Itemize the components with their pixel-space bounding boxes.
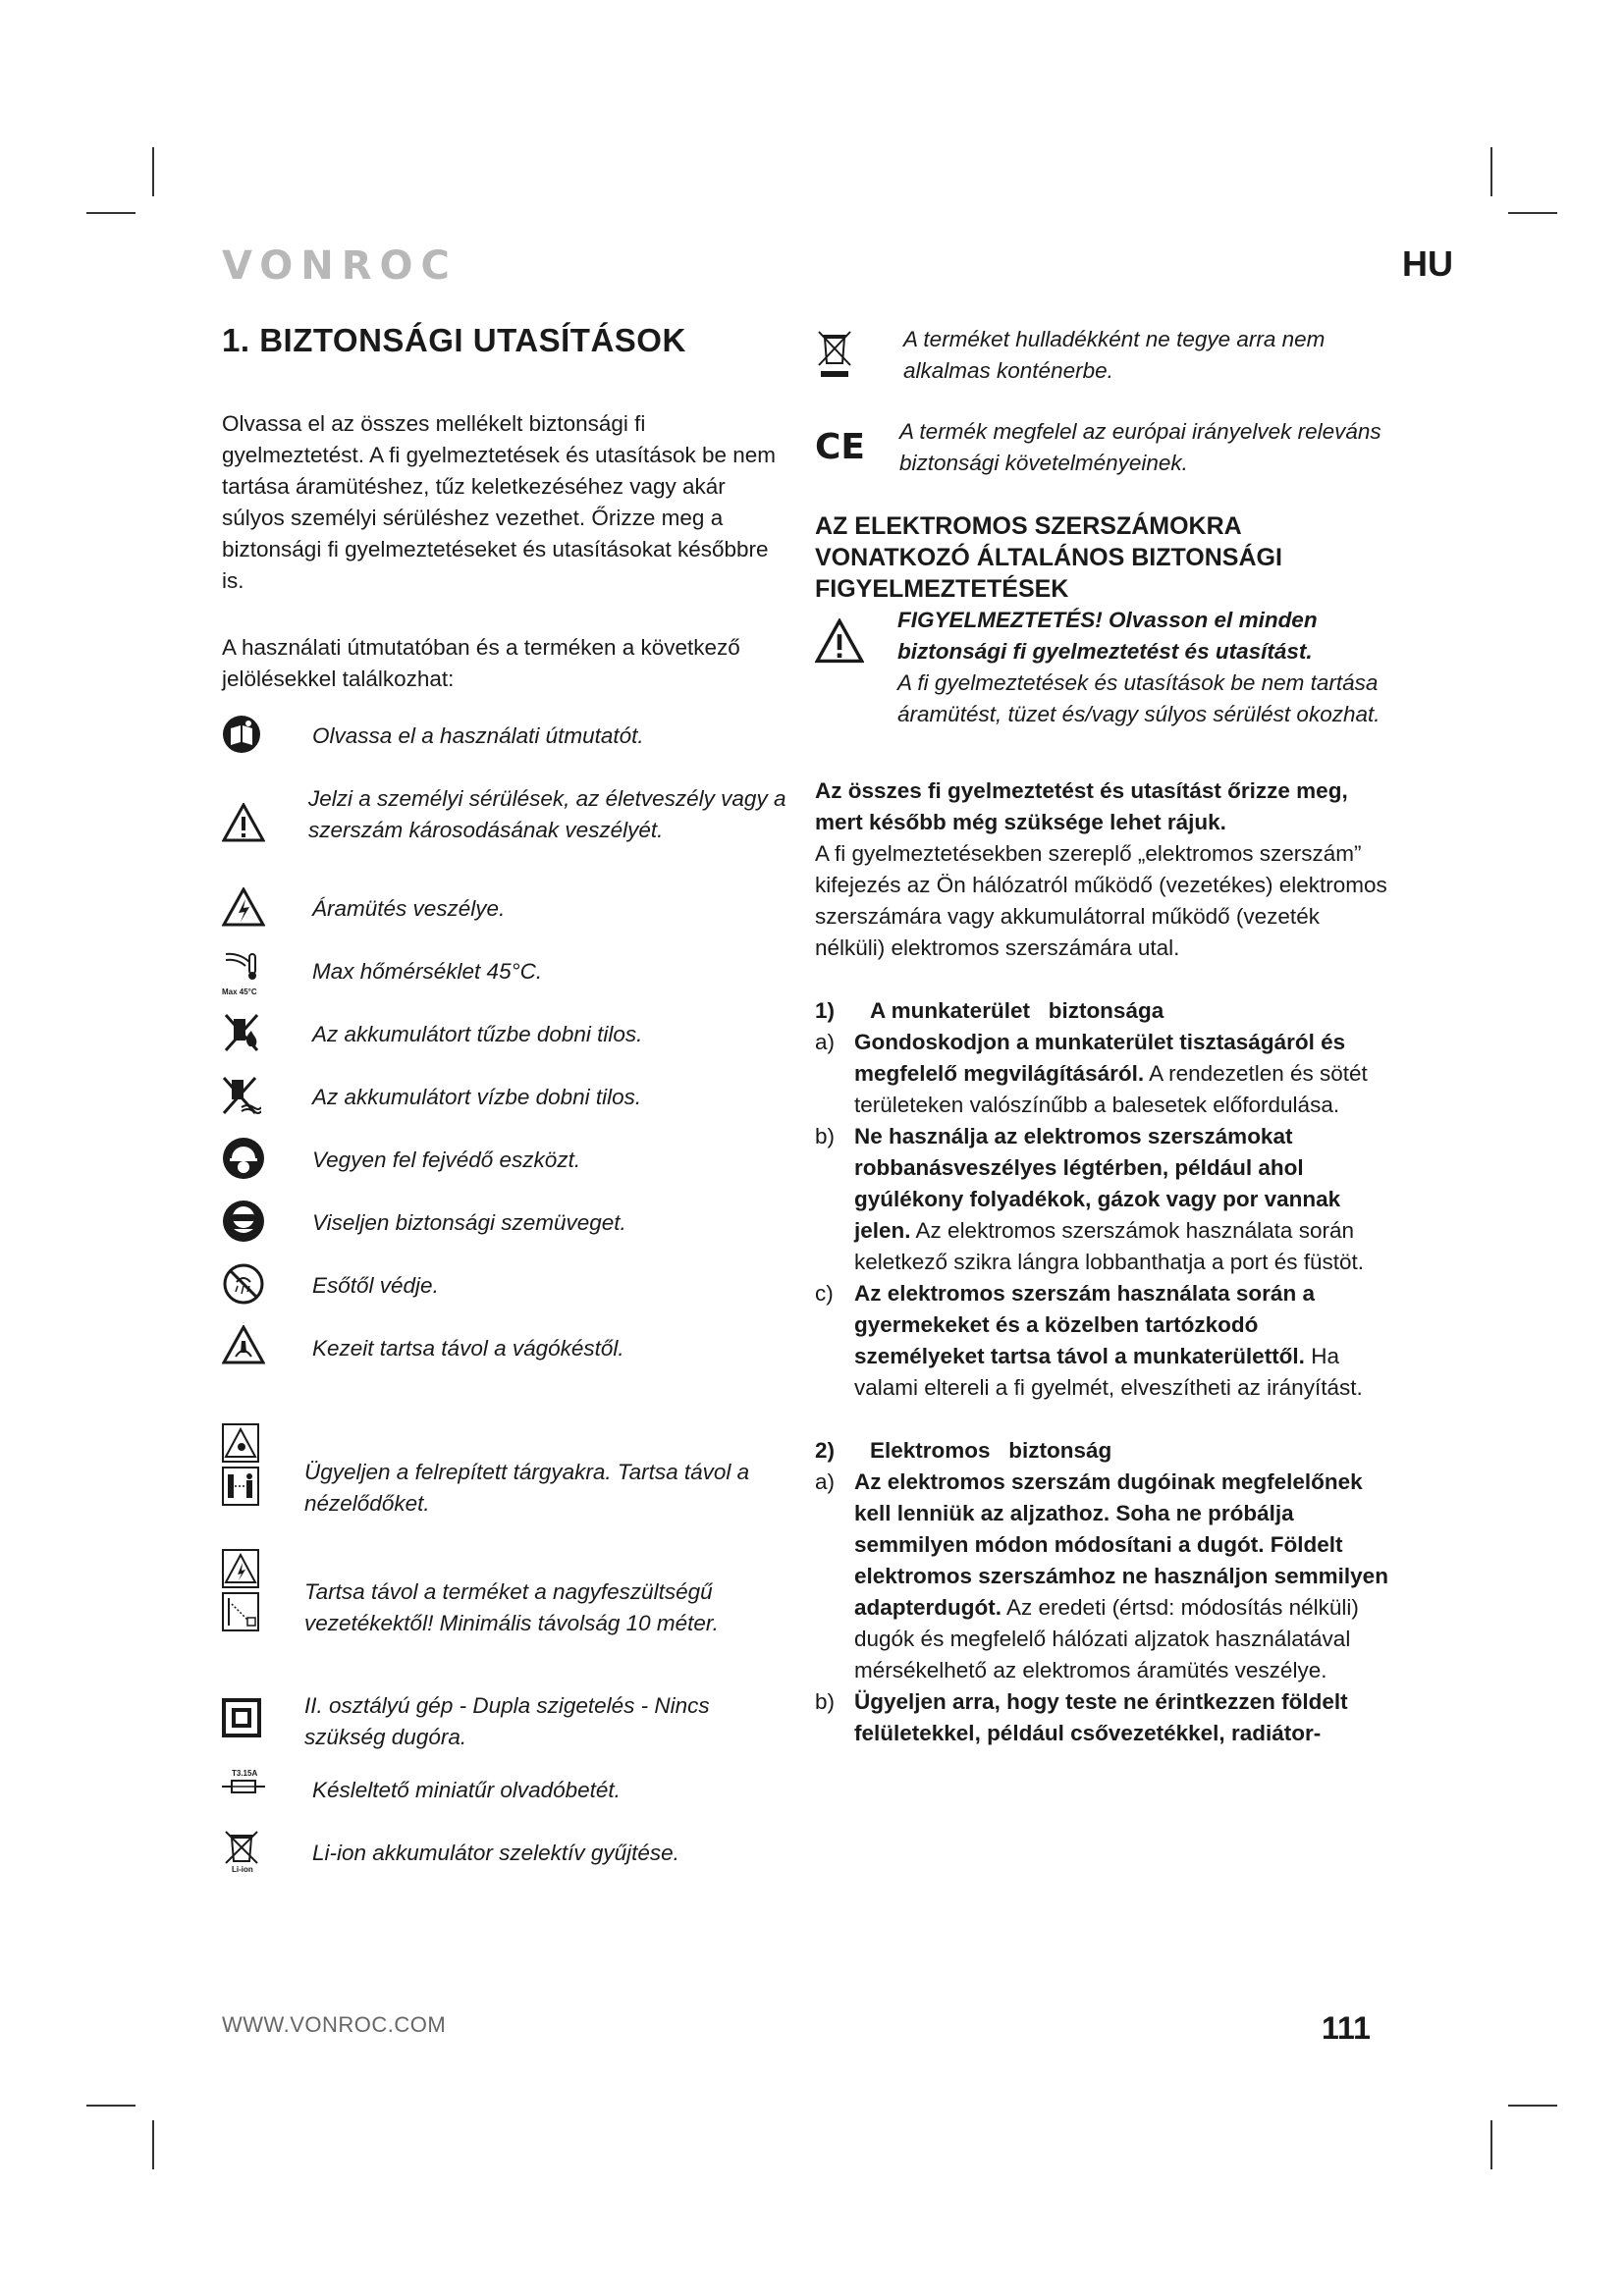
symbol-row [222, 1145, 791, 1207]
section-title: 1. BIZTONSÁGI UTASÍTÁSOK [222, 322, 686, 358]
list-item [815, 1686, 1394, 1749]
icon-label: Li-ion [232, 1865, 253, 1874]
li-ion-recycle-icon [222, 1830, 261, 1874]
symbol-row [815, 324, 1394, 416]
symbol-text: Késleltető miniatűr olvadóbetét. [312, 1778, 621, 1802]
crop-mark-bl-v [152, 2120, 154, 2169]
language-code: HU [1402, 243, 1453, 284]
symbol-row [222, 956, 791, 1019]
keep-instructions: Az összes fi gyelmeztetést és utasítást őrizze meg, mert később még szüksége lehet rájuk. [815, 778, 1348, 834]
list-item [815, 1278, 1394, 1404]
item-text: Az elektromos szerszámok használata során keletkező szikra lángra lobbanthatja a port és füstöt. [854, 1218, 1365, 1274]
symbol-row [222, 1769, 791, 1838]
symbol-text: Tartsa távol a terméket a nagyfeszültségű vezetékektől! Minimális távolság 10 méter. [304, 1579, 719, 1635]
item-key: c) [815, 1281, 834, 1306]
symbol-text: A terméket hulladékként ne tegye arra nem alkalmas konténerbe. [903, 327, 1326, 383]
right-column [815, 324, 1394, 1749]
symbol-row [222, 1270, 791, 1333]
symbol-row [222, 1427, 791, 1559]
item-text: Az eredeti (értsd: módosítás nélküli) dugók és megfelelő hálózati aljzatok használatával mérsékelhető az elektromos áramütés veszélye. [854, 1595, 1359, 1682]
no-rain-icon [222, 1262, 265, 1306]
item-bold: Gondoskodjon a munkaterület tisztaságáról és megfelelő megvilágításáról. [854, 1030, 1346, 1086]
symbol-text: Jelzi a személyi sérülések, az életveszély vagy a szerszám károsodásának veszélyét. [308, 786, 786, 842]
intro-paragraph: Olvassa el az összes mellékelt biztonsági fi gyelmeztetést. A fi gyelmeztetések és utasítások be nem tartása áramütéshez, tűz keletkezéséhez vagy akár súlyos személyi sérüléshez vezethet. Őrizze meg a biztonsági fi gyelmeztetéseket és utasításokat későbbre is. [222, 411, 777, 593]
footer-url: WWW.VONROC.COM [222, 2012, 447, 2037]
warning-block [815, 605, 1394, 775]
item-key: a) [815, 1469, 836, 1494]
symbol-text: Az akkumulátort tűzbe dobni tilos. [312, 1022, 643, 1046]
symbol-text: II. osztályú gép - Dupla szigetelés - Nincs szükség dugóra. [304, 1693, 710, 1749]
icon-label: Max 45°C [222, 988, 257, 996]
warning-triangle-icon [815, 618, 864, 664]
section-heading [815, 1435, 1394, 1467]
symbol-row [815, 416, 1394, 510]
manual-icon [222, 715, 261, 754]
symbol-row [222, 1082, 791, 1145]
symbol-text: Ügyeljen a felrepített tárgyakra. Tartsa távol a nézelődőket. [304, 1460, 750, 1516]
warning-triangle-icon [222, 803, 265, 842]
symbol-text: Viseljen biztonsági szemüveget. [312, 1210, 626, 1235]
symbol-row [222, 893, 791, 956]
crop-mark-bl-h [86, 2105, 135, 2107]
no-water-icon [222, 1074, 261, 1117]
symbol-row [222, 1690, 791, 1775]
double-insulation-icon [222, 1698, 261, 1737]
electric-shock-icon [222, 887, 265, 927]
symbol-text: Esőtől védje. [312, 1273, 439, 1298]
crop-mark-br-v [1490, 2120, 1492, 2169]
safety-glasses-icon [222, 1200, 265, 1243]
crop-mark-tr-v [1490, 147, 1492, 196]
warning-bold-text: FIGYELMEZTETÉS! Olvasson el minden biztonsági fi gyelmeztetést és utasítást. [897, 608, 1318, 664]
fuse-icon [222, 1769, 265, 1795]
section-title: A munkaterület biztonsága [870, 998, 1164, 1023]
crop-mark-tl-v [152, 147, 154, 196]
brand-logo: VONROC [222, 243, 458, 289]
symbol-row [222, 1333, 791, 1427]
symbol-text: A termék megfelel az európai irányelvek releváns biztonsági követelményeinek. [899, 419, 1381, 475]
section-heading [815, 995, 1394, 1027]
symbol-row [222, 721, 791, 783]
item-bold: Ügyeljen arra, hogy teste ne érintkezzen földelt felületekkel, például csővezetékkel, radiátor- [854, 1689, 1348, 1745]
symbol-text: Kezeit tartsa távol a vágókéstől. [312, 1336, 624, 1361]
warning-text: A fi gyelmeztetések és utasítások be nem tartása áramütést, tüzet és/vagy súlyos sérülést okozhat. [897, 670, 1380, 726]
symbol-row [222, 783, 791, 893]
cutting-blade-icon [222, 1325, 265, 1364]
no-fire-icon [222, 1011, 261, 1054]
symbol-text: Max hőmérséklet 45°C. [312, 959, 543, 984]
ce-mark-icon: CE [815, 427, 866, 467]
item-key: b) [815, 1124, 836, 1148]
crop-mark-tr-h [1508, 212, 1557, 214]
symbols-intro: A használati útmutatóban és a terméken a következő jelölésekkel találkozhat: [222, 635, 740, 691]
left-column [222, 322, 791, 1900]
symbol-text: Az akkumulátort vízbe dobni tilos. [312, 1085, 642, 1109]
crop-mark-tl-h [86, 212, 135, 214]
max-temperature-icon [222, 950, 261, 996]
weee-bin-icon [815, 330, 854, 379]
list-item [815, 1121, 1394, 1278]
item-key: a) [815, 1030, 836, 1054]
definition-paragraph: A fi gyelmeztetésekben szereplő „elektromos szerszám” kifejezés az Ön hálózatról működő (vezetékes) elektromos szerszámára vagy akkumulátorral működő (vezeték nélküli) elektromos szerszámára utal. [815, 841, 1387, 960]
symbol-text: Vegyen fel fejvédő eszközt. [312, 1148, 581, 1172]
head-protection-icon [222, 1137, 265, 1180]
list-item [815, 1027, 1394, 1121]
section-title: Elektromos biztonság [870, 1438, 1112, 1463]
symbol-row [222, 1559, 791, 1690]
item-bold: Az elektromos szerszám dugóinak megfelelőnek kell lenniük az aljzathoz. Soha ne próbálja semmilyen módon módosítani a dugót. Földelt elektromos szerszámhoz ne használjon semmilyen adapterdugót. [854, 1469, 1388, 1620]
symbol-row [222, 1019, 791, 1082]
item-bold: Az elektromos szerszám használata során a gyermekeket és a közelben tartózkodó személyeket tartsa távol a munkaterülettől. [854, 1281, 1315, 1368]
high-voltage-distance-icon [222, 1549, 261, 1633]
crop-mark-br-h [1508, 2105, 1557, 2107]
section-number: 1) [815, 998, 836, 1023]
symbol-text: Áramütés veszélye. [312, 896, 506, 921]
item-text: Ha valami eltereli a fi gyelmét, elveszítheti az irányítást. [854, 1344, 1363, 1400]
page-number: 111 [1322, 2010, 1371, 2046]
icon-label: T3.15A [232, 1769, 258, 1778]
symbol-row [222, 1207, 791, 1270]
list-item [815, 1467, 1394, 1686]
symbol-text: Li-ion akkumulátor szelektív gyűjtése. [312, 1841, 679, 1865]
symbol-text: Olvassa el a használati útmutatót. [312, 723, 644, 748]
section-number: 2) [815, 1438, 836, 1463]
symbol-row [222, 1838, 791, 1900]
general-warnings-heading: AZ ELEKTROMOS SZERSZÁMOKRA VONATKOZÓ ÁLTALÁNOS BIZTONSÁGI FIGYELMEZTETÉSEK [815, 512, 1282, 603]
flying-objects-icon [222, 1423, 261, 1508]
item-bold: Ne használja az elektromos szerszámokat robbanásveszélyes légtérben, például ahol gyúlékony folyadékok, gázok vagy por vannak jelen. [854, 1124, 1341, 1243]
item-text: A rendezetlen és sötét területeken valószínűbb a balesetek előfordulása. [854, 1061, 1368, 1117]
item-key: b) [815, 1689, 836, 1714]
